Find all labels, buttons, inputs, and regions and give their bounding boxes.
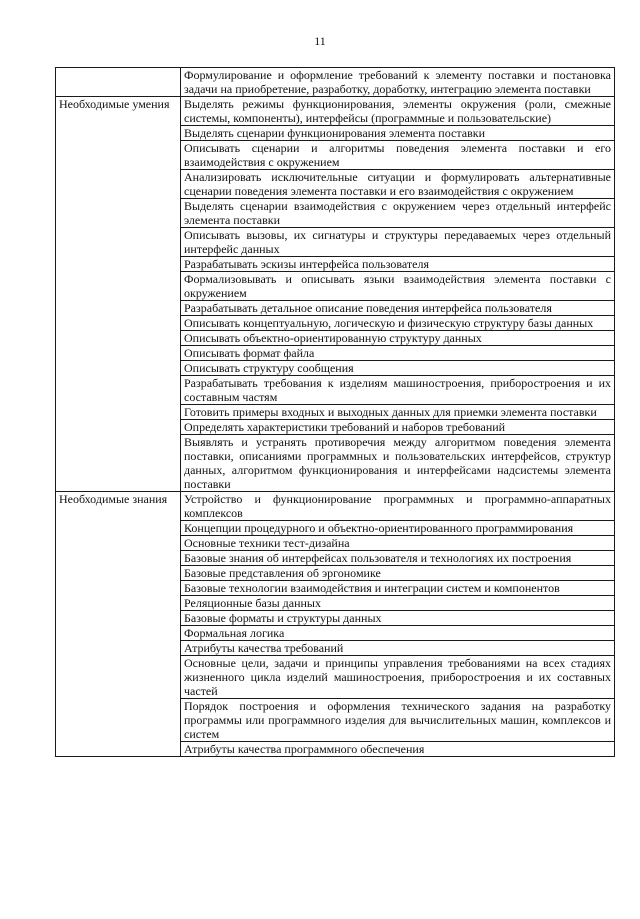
requirement-cell: Описывать концептуальную, логическую и физическую структуру базы данных xyxy=(181,316,615,331)
table-row xyxy=(56,68,615,97)
requirement-cell: Выделять режимы функционирования, элементы окружения (роли, смежные системы, компоненты), интерфейсы (программные и пользовательские) xyxy=(181,97,615,126)
requirement-cell: Формальная логика xyxy=(181,626,615,641)
category-cell xyxy=(56,68,181,97)
requirement-cell: Базовые представления об эргономике xyxy=(181,566,615,581)
requirement-cell: Атрибуты качества программного обеспечения xyxy=(181,742,615,757)
requirement-cell: Выявлять и устранять противоречия между алгоритмом поведения элемента поставки, описаниями программных и пользовательских интерфейсов, структур данных, алгоритмом функционирования и интерфейсами надсистемы элемента поставки xyxy=(181,435,615,492)
requirement-cell: Разрабатывать эскизы интерфейса пользователя xyxy=(181,257,615,272)
requirement-cell: Реляционные базы данных xyxy=(181,596,615,611)
requirement-cell: Концепции процедурного и объектно-ориентированного программирования xyxy=(181,521,615,536)
requirement-cell: Базовые технологии взаимодействия и интеграции систем и компонентов xyxy=(181,581,615,596)
requirement-cell: Формализовывать и описывать языки взаимодействия элемента поставки с окружением xyxy=(181,272,615,301)
requirement-cell: Определять характеристики требований и наборов требований xyxy=(181,420,615,435)
requirement-cell: Описывать вызовы, их сигнатуры и структуры передаваемых через отдельный интерфейс данных xyxy=(181,228,615,257)
page-number: 11 xyxy=(314,34,326,48)
requirement-cell: Порядок построения и оформления технического задания на разработку программы или программного изделия для вычислительных машин, комплексов и систем xyxy=(181,699,615,742)
category-cell: Необходимые умения xyxy=(56,97,181,492)
category-cell: Необходимые знания xyxy=(56,492,181,757)
requirement-cell: Выделять сценарии взаимодействия с окружением через отдельный интерфейс элемента поставки xyxy=(181,199,615,228)
requirement-cell: Устройство и функционирование программных и программно-аппаратных комплексов xyxy=(181,492,615,521)
requirement-cell: Разрабатывать требования к изделиям машиностроения, приборостроения и их составным частям xyxy=(181,376,615,405)
requirement-cell: Атрибуты качества требований xyxy=(181,641,615,656)
requirement-cell: Выделять сценарии функционирования элемента поставки xyxy=(181,126,615,141)
requirements-table-body xyxy=(56,68,615,757)
requirements-table xyxy=(55,67,615,757)
requirement-cell: Анализировать исключительные ситуации и формулировать альтернативные сценарии поведения элемента поставки и его взаимодействия с окружением xyxy=(181,170,615,199)
requirement-cell: Готовить примеры входных и выходных данных для приемки элемента поставки xyxy=(181,405,615,420)
table-row xyxy=(56,492,615,521)
requirement-cell: Описывать сценарии и алгоритмы поведения элемента поставки и его взаимодействия с окружением xyxy=(181,141,615,170)
requirement-cell: Разрабатывать детальное описание поведения интерфейса пользователя xyxy=(181,301,615,316)
requirement-cell: Базовые форматы и структуры данных xyxy=(181,611,615,626)
requirement-cell: Описывать формат файла xyxy=(181,346,615,361)
requirement-cell: Описывать структуру сообщения xyxy=(181,361,615,376)
table-row xyxy=(56,97,615,126)
requirement-cell: Формулирование и оформление требований к элементу поставки и постановка задачи на приобретение, разработку, доработку, интеграцию элемента поставки xyxy=(181,68,615,97)
requirement-cell: Базовые знания об интерфейсах пользователя и технологиях их построения xyxy=(181,551,615,566)
requirement-cell: Основные цели, задачи и принципы управления требованиями на всех стадиях жизненного цикла изделий машиностроения, приборостроения и их составных частей xyxy=(181,656,615,699)
requirement-cell: Основные техники тест-дизайна xyxy=(181,536,615,551)
requirement-cell: Описывать объектно-ориентированную структуру данных xyxy=(181,331,615,346)
